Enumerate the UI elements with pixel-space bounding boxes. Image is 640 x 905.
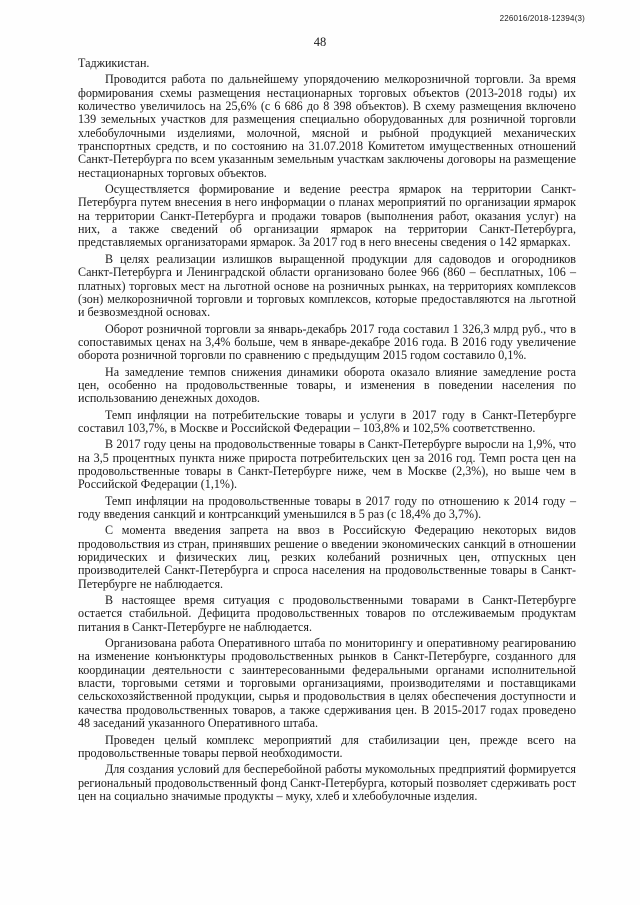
paragraph: На замедление темпов снижения динамики оборота оказало влияние замедление роста цен, особенно на продовольственные товары, и изменения в поведении населения по использованию денежных доходов.: [78, 364, 576, 406]
paragraph: В 2017 году цены на продовольственные товары в Санкт-Петербурге выросли на 1,9%, что на 3,5 процентных пункта ниже прироста потребительских цен за 2016 год. Темп роста цен на продовольственные товары в Санкт-Петербурге ниже, чем в Москве (2,3%), но выше чем в Российской Федерации (1,1%).: [78, 437, 576, 492]
page-number: 48: [313, 35, 327, 49]
paragraph: Организована работа Оперативного штаба по мониторингу и оперативному реагированию на изменение конъюнктуры продовольственных рынков в Санкт-Петербурге, созданного для координации деятельности с заинтересованными федеральными органами исполнительной власти, торговыми сетями и торговыми организациями, производителями и поставщиками сельскохозяйственной продукции, сырья и продовольствия в целях обеспечения доступности и качества продовольственных товаров, а также сдерживания цен. В 2015-2017 годах проведено 48 заседаний указанного Оперативного штаба.: [78, 636, 576, 731]
paragraph: Проведен целый комплекс мероприятий для стабилизации цен, прежде всего на продовольственные товары первой необходимости.: [78, 732, 576, 760]
paragraph: Осуществляется формирование и ведение реестра ярмарок на территории Санкт-Петербурга путем внесения в него информации о планах мероприятий по организации ярмарок на территории Санкт-Петербурга и продажи товаров (выполнения работ, оказания услуг) на них, а также сведений об организации ярмарок на территории Санкт-Петербурга, представляемых организаторами ярмарок. За 2017 год в него внесены сведения о 142 ярмарках.: [78, 182, 576, 250]
document-body: [78, 57, 576, 806]
paragraph: Таджикистан.: [78, 56, 150, 70]
paragraph: Оборот розничной торговли за январь-декабрь 2017 года составил 1 326,3 млрд руб., что в сопоставимых ценах на 3,4% больше, чем в январе-декабре 2016 года. В 2016 году увеличение оборота розничной торговли по сравнению с предыдущим 2015 годом составило 0,1%.: [78, 321, 576, 363]
document-id: 226016/2018-12394(3): [499, 14, 585, 23]
paragraph: Для создания условий для бесперебойной работы мукомольных предприятий формируется региональный продовольственный фонд Санкт-Петербурга, который позволяет сдерживать рост цен на социально значимые продукты – муку, хлеб и хлебобулочные изделия.: [78, 762, 576, 803]
paragraph: В настоящее время ситуация с продовольственными товарами в Санкт-Петербурге остается стабильной. Дефицита продовольственных товаров по отслеживаемым продуктам питания в Санкт-Петербурге не наблюдается.: [78, 593, 576, 634]
paragraph: Проводится работа по дальнейшему упорядочению мелкорозничной торговли. За время формирования схемы размещения нестационарных торговых объектов (2013-2018 годы) их количество увеличилось на 25,6% (с 6 686 до 8 398 объектов). В схему размещения включено 139 земельных участков для размещения специально оборудованных для розничной торговли хлебобулочными изделиями, молочной, мясной и рыбной продукцией механических транспортных средств, и по состоянию на 31.07.2018 Комитетом имущественных отношений Санкт-Петербурга по всем указанным земельным участкам заключены договоры на размещение нестационарных торговых объектов.: [78, 72, 576, 180]
paragraph: Темп инфляции на продовольственные товары в 2017 году по отношению к 2014 году – году введения санкций и контрсанкций уменьшился в 5 раз (с 18,4% до 3,7%).: [78, 493, 576, 521]
paragraph: Темп инфляции на потребительские товары и услуги в 2017 году в Санкт-Петербурге составил 103,7%, в Москве и Российской Федерации – 103,8% и 102,5% соответственно.: [78, 407, 576, 435]
paragraph: С момента введения запрета на ввоз в Российскую Федерацию некоторых видов продовольствия из стран, принявших решение о введении экономических санкций в отношении юридических и физических лиц, резких колебаний розничных цен, отпускных цен производителей Санкт-Петербурга и спроса населения на продовольственные товары в Санкт-Петербурге не наблюдается.: [78, 523, 576, 591]
paragraph: В целях реализации излишков выращенной продукции для садоводов и огородников Санкт-Петербурга и Ленинградской области организовано более 966 (860 – бесплатных, 106 – платных) торговых мест на льготной основе на розничных рынках, на территориях комплексов (зон) мелкорозничной торговли и торговых комплексов, которые предоставляются на льготной и безвозмездной основах.: [78, 251, 576, 320]
